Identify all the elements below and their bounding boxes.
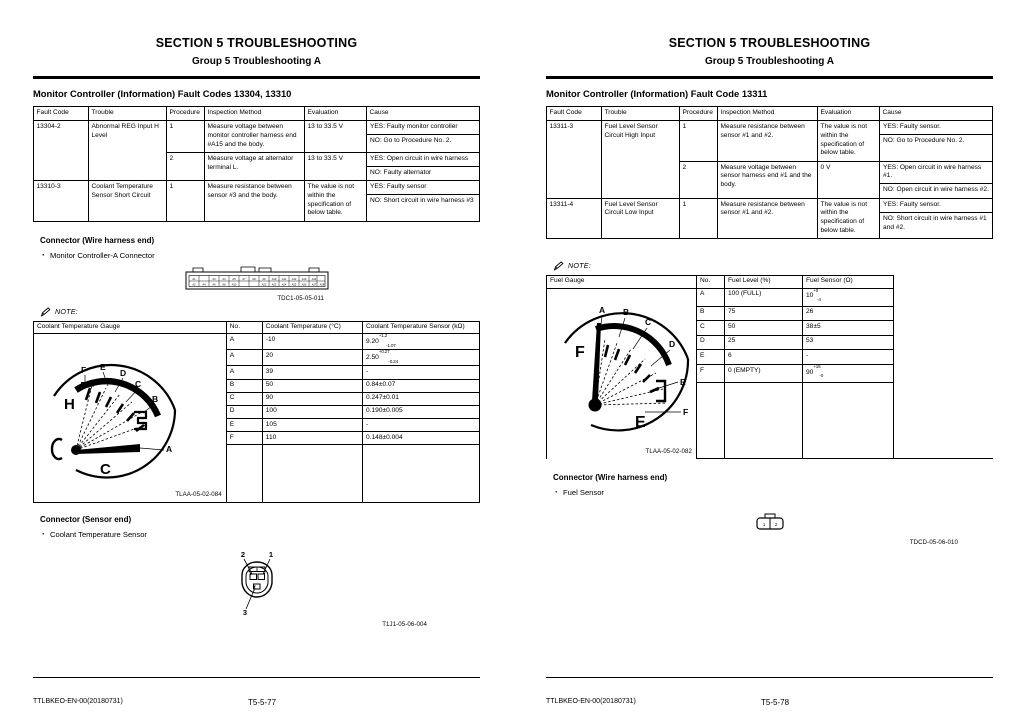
- cell-temp: 39: [262, 366, 362, 379]
- connector-sensor-item: · Coolant Temperature Sensor: [50, 530, 480, 539]
- cause-yes: YES: Faulty sensor.: [883, 200, 941, 208]
- cell-empty: [725, 382, 803, 458]
- group-subtitle: Group 5 Troubleshooting A: [191, 56, 322, 67]
- svg-text:1: 1: [762, 521, 765, 527]
- cell-cause: [880, 198, 993, 238]
- svg-text:H: H: [64, 396, 75, 414]
- svg-text:A22: A22: [261, 283, 266, 287]
- svg-text:A23: A23: [271, 283, 276, 287]
- table-row: [34, 121, 480, 153]
- cell-resistance: 0.148±0.004: [363, 432, 480, 445]
- svg-text:A4: A4: [201, 283, 206, 287]
- col-fuel-level: Fuel Level (%): [725, 275, 803, 288]
- connector-harness-title: Connector (Wire harness end): [553, 472, 668, 482]
- fuel-gauge-table: [546, 275, 993, 459]
- figure-number: T1J1-05-06-004: [382, 621, 427, 629]
- svg-text:A28: A28: [319, 283, 324, 287]
- cell-inspection: Measure resistance between sensor #1 and #2.: [718, 121, 818, 161]
- svg-text:E: E: [635, 413, 646, 431]
- svg-text:E: E: [680, 376, 686, 387]
- cell-level: 100 (FULL): [725, 288, 803, 306]
- cell-evaluation: 0 V: [818, 161, 880, 198]
- svg-text:A6: A6: [211, 283, 216, 287]
- figure-number: TLAA-05-02-084: [175, 490, 222, 498]
- cell-fault-code: 13310-3: [34, 181, 89, 221]
- cell-procedure: 1: [167, 181, 205, 221]
- cell-procedure: 2: [167, 152, 205, 180]
- cause-no: NO: Go to Procedure No. 2.: [367, 134, 479, 148]
- cell-no: A: [226, 366, 262, 379]
- cell-cause: [880, 161, 993, 198]
- svg-text:A13: A13: [301, 277, 306, 281]
- cell-trouble: Fuel Level Sensor Circuit High Input: [602, 121, 680, 198]
- fault-table-left: [33, 106, 480, 222]
- cell-resistance: -: [363, 366, 480, 379]
- cell-resistance: 0.84±0.07: [363, 379, 480, 392]
- col-fuel-gauge: Fuel Gauge: [547, 275, 697, 288]
- connector-harness-title: Connector (Wire harness end): [40, 235, 155, 245]
- note-block: [553, 261, 993, 271]
- cell-resistance: $10^{+0}_{-4}$: [803, 288, 894, 306]
- fuel-sensor-connector-figure: [546, 511, 993, 533]
- cell-temp: 100: [262, 405, 362, 418]
- cell-no: A: [226, 334, 262, 350]
- document-id: TTLBKEO-EN-00(20180731): [546, 698, 636, 705]
- cell-temp: 50: [262, 379, 362, 392]
- col-procedure: Procedure: [167, 107, 205, 121]
- cell-temp: 20: [262, 350, 362, 366]
- table-header-row: [34, 107, 480, 121]
- monitor-controller-connector-figure: [33, 266, 480, 292]
- cell-cause: [367, 121, 480, 153]
- col-evaluation: Evaluation: [305, 107, 367, 121]
- cell-no: C: [697, 321, 725, 336]
- cell-trouble: Coolant Temperature Sensor Short Circuit: [89, 181, 167, 221]
- page-title: SECTION 5 TROUBLESHOOTING: [668, 36, 871, 50]
- cell-level: 6: [725, 350, 803, 365]
- fault-codes-heading: Monitor Controller (Information) Fault Code 13311: [546, 88, 768, 99]
- cell-resistance: 0.190±0.005: [363, 405, 480, 418]
- cell-temp: 90: [262, 392, 362, 405]
- cell-no: C: [226, 392, 262, 405]
- fuel-sensor-connector-icon: [750, 511, 790, 533]
- cell-resistance: -: [363, 419, 480, 432]
- svg-text:2: 2: [774, 521, 777, 527]
- svg-text:B: B: [623, 306, 630, 317]
- cell-procedure: 1: [680, 198, 718, 238]
- fault-codes-heading: Monitor Controller (Information) Fault Codes 13304, 13310: [33, 88, 292, 99]
- fuel-gauge-dial-icon: [555, 293, 705, 445]
- cause-no: NO: Short circuit in wire harness #3: [367, 194, 479, 208]
- cell-no: F: [226, 432, 262, 445]
- cell-inspection: Measure voltage between sensor harness end #1 and the body.: [718, 161, 818, 198]
- right-page: [513, 0, 1026, 720]
- pencil-icon: [40, 307, 51, 317]
- svg-text:A25: A25: [291, 283, 296, 287]
- svg-text:C: C: [100, 461, 111, 479]
- svg-text:1: 1: [268, 550, 273, 560]
- table-row: [34, 181, 480, 221]
- col-no: No.: [226, 321, 262, 334]
- cell-cause: [367, 152, 480, 180]
- svg-text:A10: A10: [271, 277, 276, 281]
- cell-resistance: $90^{+16}_{-0}$: [803, 365, 894, 383]
- cell-evaluation: 13 to 33.5 V: [305, 121, 367, 153]
- svg-text:F: F: [81, 365, 87, 376]
- col-inspection-method: Inspection Method: [205, 107, 305, 121]
- svg-text:A27: A27: [311, 283, 316, 287]
- cell-inspection: Measure voltage at alternator terminal L.: [205, 152, 305, 180]
- cell-empty: [803, 382, 894, 458]
- cell-empty: [226, 445, 262, 503]
- svg-text:A26: A26: [301, 283, 306, 287]
- gauge-table-bottom-rule: [34, 503, 480, 504]
- cell-fault-code: 13304-2: [34, 121, 89, 181]
- cell-procedure: 1: [167, 121, 205, 153]
- cell-no: E: [226, 419, 262, 432]
- cell-no: D: [226, 405, 262, 418]
- footer-divider: [546, 677, 993, 678]
- cell-trouble: Abnormal REG Input H Level: [89, 121, 167, 181]
- cell-no: B: [226, 379, 262, 392]
- svg-text:A2: A2: [191, 283, 196, 287]
- svg-text:A8: A8: [221, 283, 226, 287]
- col-coolant-temp: Coolant Temperature (°C): [262, 321, 362, 334]
- connector-sensor-title: Connector (Sensor end): [40, 515, 132, 525]
- note-label: NOTE:: [55, 307, 78, 317]
- cell-evaluation: The value is not within the specification of below table.: [818, 198, 880, 238]
- table-row: [547, 198, 993, 238]
- cell-empty: [363, 445, 480, 503]
- cell-fault-code: 13311-4: [547, 198, 602, 238]
- cell-inspection: Measure resistance between sensor #1 and #2.: [718, 198, 818, 238]
- note-label: NOTE:: [568, 261, 591, 271]
- col-inspection-method: Inspection Method: [718, 107, 818, 121]
- cell-temp: 110: [262, 432, 362, 445]
- col-evaluation: Evaluation: [818, 107, 880, 121]
- svg-text:A24: A24: [281, 283, 286, 287]
- cell-no: A: [697, 288, 725, 306]
- pencil-icon: [553, 261, 564, 271]
- cause-yes: YES: Open circuit in wire harness: [370, 154, 469, 162]
- fuel-gauge-figure: [547, 288, 697, 459]
- page-number: T5-5-77: [248, 698, 277, 707]
- svg-text:A14: A14: [311, 277, 316, 281]
- cell-no: B: [697, 306, 725, 321]
- sensor-connector-icon: [222, 547, 292, 617]
- cell-level: 25: [725, 335, 803, 350]
- cell-resistance: 53: [803, 335, 894, 350]
- table-row: [547, 121, 993, 161]
- svg-text:A3: A3: [211, 277, 216, 281]
- cause-no: NO: Short circuit in wire harness #1 and #2.: [880, 212, 992, 235]
- svg-text:F: F: [575, 343, 585, 361]
- fault-table-right: [546, 106, 993, 239]
- figure-number: TLAA-05-02-082: [645, 448, 692, 456]
- cell-no: D: [697, 335, 725, 350]
- svg-text:2: 2: [240, 550, 245, 560]
- cell-resistance: $2.50^{+0.27}_{-0.24}$: [363, 350, 480, 366]
- svg-text:A9: A9: [261, 277, 266, 281]
- coolant-temperature-gauge-table: [33, 321, 480, 504]
- cell-resistance: 26: [803, 306, 894, 321]
- cause-yes: YES: Faulty monitor controller: [370, 123, 458, 131]
- col-coolant-sensor: Coolant Temperature Sensor (kΩ): [363, 321, 480, 334]
- figure-number: TDC1-05-05-011: [277, 294, 324, 302]
- cause-yes: YES: Faulty sensor: [370, 183, 427, 191]
- cell-resistance: 38±5: [803, 321, 894, 336]
- col-trouble: Trouble: [89, 107, 167, 121]
- gauge-table-header-row: [34, 321, 480, 334]
- cell-inspection: Measure resistance between sensor #3 and the body.: [205, 181, 305, 221]
- page-number: T5-5-78: [761, 698, 790, 707]
- footer-divider: [33, 677, 480, 678]
- cell-level: 0 (EMPTY): [725, 365, 803, 383]
- svg-text:E: E: [100, 362, 106, 373]
- cell-temp: -10: [262, 334, 362, 350]
- svg-text:A1: A1: [191, 277, 196, 281]
- cell-no: F: [697, 365, 725, 383]
- svg-text:C: C: [645, 316, 652, 327]
- cell-evaluation: The value is not within the specification of below table.: [305, 181, 367, 221]
- cell-evaluation: The value is not within the specification of below table.: [818, 121, 880, 161]
- cell-no: E: [697, 350, 725, 365]
- svg-text:D: D: [669, 338, 676, 349]
- gauge-table-row: [34, 334, 480, 350]
- svg-text:A10: A10: [231, 283, 236, 287]
- cell-no: A: [226, 350, 262, 366]
- connector-pinout-icon: [185, 266, 329, 292]
- col-fuel-sensor: Fuel Sensor (Ω): [803, 275, 894, 288]
- svg-text:A8: A8: [251, 277, 256, 281]
- cell-resistance: 0.247±0.01: [363, 392, 480, 405]
- svg-text:B: B: [152, 394, 159, 405]
- col-cause: Cause: [880, 107, 993, 121]
- coolant-gauge-dial-icon: [40, 340, 190, 490]
- bottom-rule: [697, 458, 994, 459]
- cell-trouble: Fuel Level Sensor Circuit Low Input: [602, 198, 680, 238]
- svg-text:A: A: [599, 304, 606, 315]
- svg-text:A7: A7: [241, 277, 246, 281]
- cell-cause: [367, 181, 480, 221]
- cell-resistance: $9.20^{+1.2}_{-1.07}$: [363, 334, 480, 350]
- cell-level: 50: [725, 321, 803, 336]
- cell-resistance: -: [803, 350, 894, 365]
- cause-no: NO: Go to Procedure No. 2.: [880, 134, 992, 148]
- svg-text:A11: A11: [281, 277, 286, 281]
- cause-no: NO: Faulty alternator: [367, 166, 479, 180]
- cause-yes: YES: Open circuit in wire harness #1.: [883, 163, 982, 180]
- svg-text:A: A: [166, 444, 173, 455]
- cell-empty: [262, 445, 362, 503]
- col-trouble: Trouble: [602, 107, 680, 121]
- cell-level: 75: [725, 306, 803, 321]
- cell-temp: 105: [262, 419, 362, 432]
- connector-harness-item: · Monitor Controller-A Connector: [50, 251, 480, 260]
- cell-fault-code: 13311-3: [547, 121, 602, 198]
- connector-harness-item: · Fuel Sensor: [563, 488, 993, 497]
- col-cause: Cause: [367, 107, 480, 121]
- note-block: [40, 307, 480, 317]
- figure-number: TDCD-05-06-010: [909, 538, 958, 546]
- svg-text:A12: A12: [291, 277, 296, 281]
- col-no: No.: [697, 275, 725, 288]
- cause-no: NO: Open circuit in wire harness #2.: [880, 183, 992, 197]
- cell-evaluation: 13 to 33.5 V: [305, 152, 367, 180]
- coolant-gauge-figure: [34, 334, 227, 503]
- gauge-table-header-row: [547, 275, 994, 288]
- col-fault-code: Fault Code: [547, 107, 602, 121]
- svg-text:A5: A5: [231, 277, 236, 281]
- document-id: TTLBKEO-EN-00(20180731): [33, 698, 123, 705]
- header-divider: [546, 76, 993, 79]
- cell-procedure: 1: [680, 121, 718, 161]
- col-fault-code: Fault Code: [34, 107, 89, 121]
- col-procedure: Procedure: [680, 107, 718, 121]
- svg-text:C: C: [135, 379, 142, 390]
- cause-yes: YES: Faulty sensor.: [883, 123, 941, 131]
- page-title: SECTION 5 TROUBLESHOOTING: [155, 36, 358, 50]
- cell-cause: [880, 121, 993, 161]
- header-divider: [33, 76, 480, 79]
- svg-text:A4: A4: [221, 277, 226, 281]
- svg-text:F: F: [683, 406, 689, 417]
- col-coolant-gauge: Coolant Temperature Gauge: [34, 321, 227, 334]
- svg-text:3: 3: [242, 608, 247, 618]
- table-header-row: [547, 107, 993, 121]
- cell-inspection: Measure voltage between monitor controller harness end #A15 and the body.: [205, 121, 305, 153]
- coolant-sensor-connector-figure: [33, 547, 480, 617]
- bottom-rule: [34, 503, 480, 504]
- cell-procedure: 2: [680, 161, 718, 198]
- svg-text:D: D: [120, 368, 127, 379]
- gauge-table-row: [547, 288, 994, 306]
- group-subtitle: Group 5 Troubleshooting A: [704, 56, 835, 67]
